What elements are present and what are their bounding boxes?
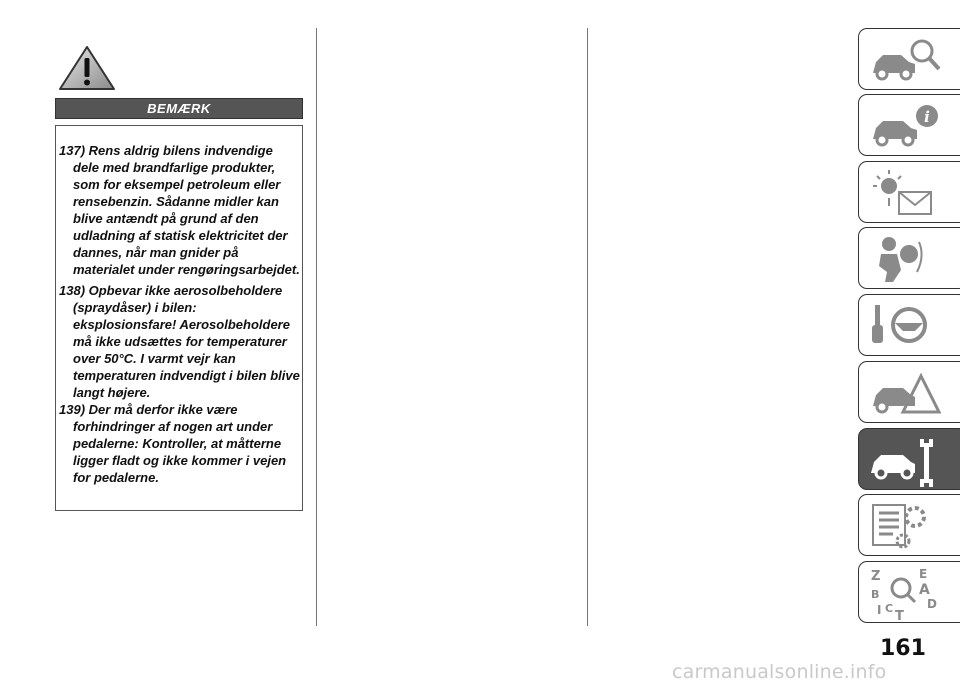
- car-search-icon: [859, 29, 960, 90]
- tab-safety[interactable]: [858, 227, 960, 289]
- alphabetical-index-icon: [859, 562, 960, 623]
- svg-text:E: E: [919, 567, 928, 581]
- tab-starting-driving[interactable]: [858, 294, 960, 356]
- tab-warning-lights[interactable]: [858, 161, 960, 223]
- svg-text:C: C: [885, 602, 894, 615]
- note-138: 138) Opbevar ikke aerosolbeholdere (spraydåser) i bilen: eksplosionsfare! Aerosolbeholdere må ikke udsættes for temperaturer over 50°C. I varmt vejr kan temperaturen indvendigt i bilen blive langt højere.: [59, 283, 300, 400]
- page-number: 161: [880, 636, 926, 661]
- warning-triangle-icon: [57, 44, 117, 92]
- tab-index[interactable]: [858, 561, 960, 623]
- car-breakdown-triangle-icon: [859, 362, 960, 423]
- tab-emergency[interactable]: [858, 361, 960, 423]
- tab-dashboard-info[interactable]: [858, 94, 960, 156]
- note-139: 139) Der må derfor ikke være forhindringer af nogen art under pedalerne: Kontroller, at måtterne ligger fladt og ikke kommer i vejen for pedalerne.: [59, 402, 287, 485]
- tab-maintenance[interactable]: [858, 428, 960, 490]
- note-137: 137) Rens aldrig bilens indvendige dele med brandfarlige produkter, som for eksempel petroleum eller rensebenzin. Sådanne midler kan blive antændt på grund af den udladning af statisk elektricitet der dannes, når man gnider på materialet under rengøringsarbejdet.: [59, 143, 300, 277]
- car-wrench-icon: [859, 429, 960, 490]
- column-divider: [316, 28, 317, 626]
- svg-text:I: I: [877, 603, 882, 617]
- specs-list-gear-icon: [859, 495, 960, 556]
- svg-text:Z: Z: [871, 569, 881, 584]
- notice-header: BEMÆRK: [55, 98, 303, 119]
- svg-text:i: i: [924, 108, 930, 126]
- svg-text:B: B: [871, 588, 880, 601]
- tab-technical-data[interactable]: [858, 494, 960, 556]
- watermark: carmanualsonline.info: [672, 661, 887, 683]
- column-divider: [587, 28, 588, 626]
- car-info-icon: [859, 95, 960, 156]
- notice-box: [55, 125, 303, 511]
- passenger-airbag-icon: [859, 228, 960, 289]
- svg-text:T: T: [895, 609, 904, 624]
- svg-text:D: D: [927, 597, 937, 611]
- svg-text:A: A: [919, 582, 930, 598]
- warning-light-message-icon: [859, 162, 960, 223]
- tab-knowing-your-car[interactable]: [858, 28, 960, 90]
- key-steering-wheel-icon: [859, 295, 960, 356]
